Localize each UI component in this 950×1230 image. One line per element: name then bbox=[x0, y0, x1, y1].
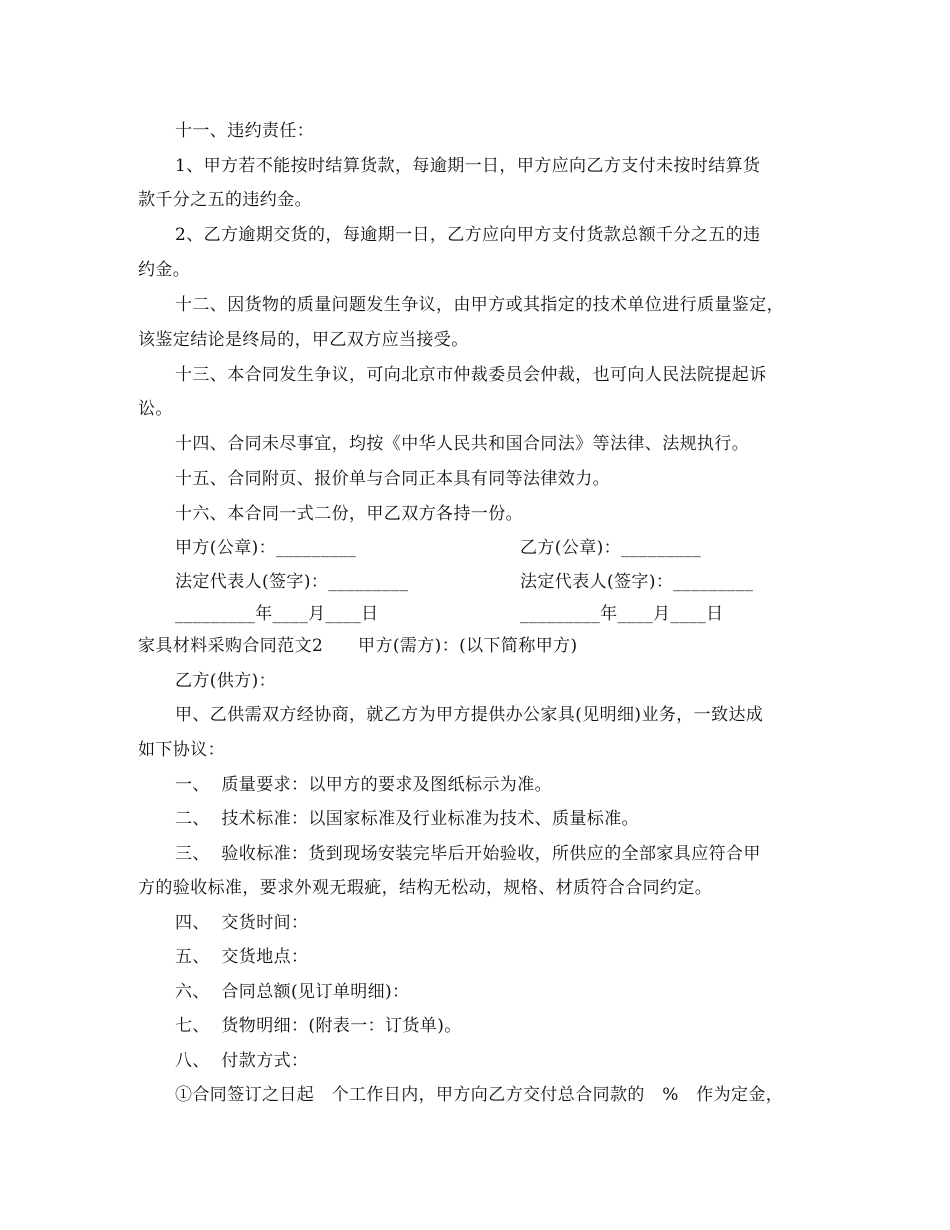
item-acceptance-cont: 方的验收标准，要求外观无瑕疵，结构无松动，规格、材质符合合同约定。 bbox=[138, 878, 713, 898]
party-b-date: _________年____月____日 bbox=[520, 604, 724, 624]
party-b-seal: 乙方(公章)：_________ bbox=[520, 538, 702, 558]
clause-12-cont: 该鉴定结论是终局的，甲乙双方应当接受。 bbox=[138, 330, 469, 350]
clause-11-item-2-cont: 约金。 bbox=[138, 260, 191, 280]
clause-13-cont: 讼。 bbox=[138, 399, 173, 419]
agreement-intro: 甲、乙供需双方经协商，就乙方为甲方提供办公家具(见明细)业务，一致达成 bbox=[175, 705, 764, 725]
clause-11-item-1: 1、甲方若不能按时结算货款，每逾期一日，甲方应向乙方支付未按时结算货 bbox=[175, 156, 761, 176]
section-2-heading: 家具材料采购合同范文2 甲方(需方)：(以下简称甲方) bbox=[138, 636, 578, 656]
item-contract-total: 六、 合同总额(见订单明细)： bbox=[175, 982, 410, 1002]
clause-11-item-1-cont: 款千分之五的违约金。 bbox=[138, 190, 312, 210]
clause-14: 十四、合同未尽事宜，均按《中华人民共和国合同法》等法律、法规执行。 bbox=[175, 434, 750, 454]
item-payment-method: 八、 付款方式： bbox=[175, 1051, 309, 1071]
party-b-supplier: 乙方(供方)： bbox=[175, 671, 277, 691]
clause-16: 十六、本合同一式二份，甲乙双方各持一份。 bbox=[175, 504, 523, 524]
item-acceptance: 三、 验收标准：货到现场安装完毕后开始验收，所供应的全部家具应符合甲 bbox=[175, 844, 761, 864]
payment-term-1: ①合同签订之日起 个工作日内，甲方向乙方交付总合同款的 % 作为定金， bbox=[175, 1085, 784, 1105]
item-technical-standard: 二、 技术标准：以国家标准及行业标准为技术、质量标准。 bbox=[175, 809, 640, 829]
item-delivery-time: 四、 交货时间： bbox=[175, 913, 309, 933]
clause-11-title: 十一、违约责任： bbox=[175, 121, 315, 141]
clause-13: 十三、本合同发生争议，可向北京市仲裁委员会仲裁，也可向人民法院提起诉 bbox=[175, 365, 767, 385]
item-quality: 一、 质量要求：以甲方的要求及图纸标示为准。 bbox=[175, 775, 553, 795]
clause-12: 十二、因货物的质量问题发生争议，由甲方或其指定的技术单位进行质量鉴定， bbox=[175, 295, 784, 315]
item-goods-detail: 七、 货物明细：(附表一：订货单)。 bbox=[175, 1016, 462, 1036]
party-a-seal: 甲方(公章)：_________ bbox=[175, 538, 357, 558]
clause-11-item-2: 2、乙方逾期交货的，每逾期一日，乙方应向甲方支付货款总额千分之五的违 bbox=[175, 225, 761, 245]
clause-15: 十五、合同附页、报价单与合同正本具有同等法律效力。 bbox=[175, 469, 610, 489]
party-a-representative: 法定代表人(签字)：_________ bbox=[175, 572, 409, 592]
agreement-intro-cont: 如下协议： bbox=[138, 740, 225, 760]
party-a-date: _________年____月____日 bbox=[175, 604, 379, 624]
item-delivery-place: 五、 交货地点： bbox=[175, 947, 309, 967]
party-b-representative: 法定代表人(签字)：_________ bbox=[520, 572, 754, 592]
